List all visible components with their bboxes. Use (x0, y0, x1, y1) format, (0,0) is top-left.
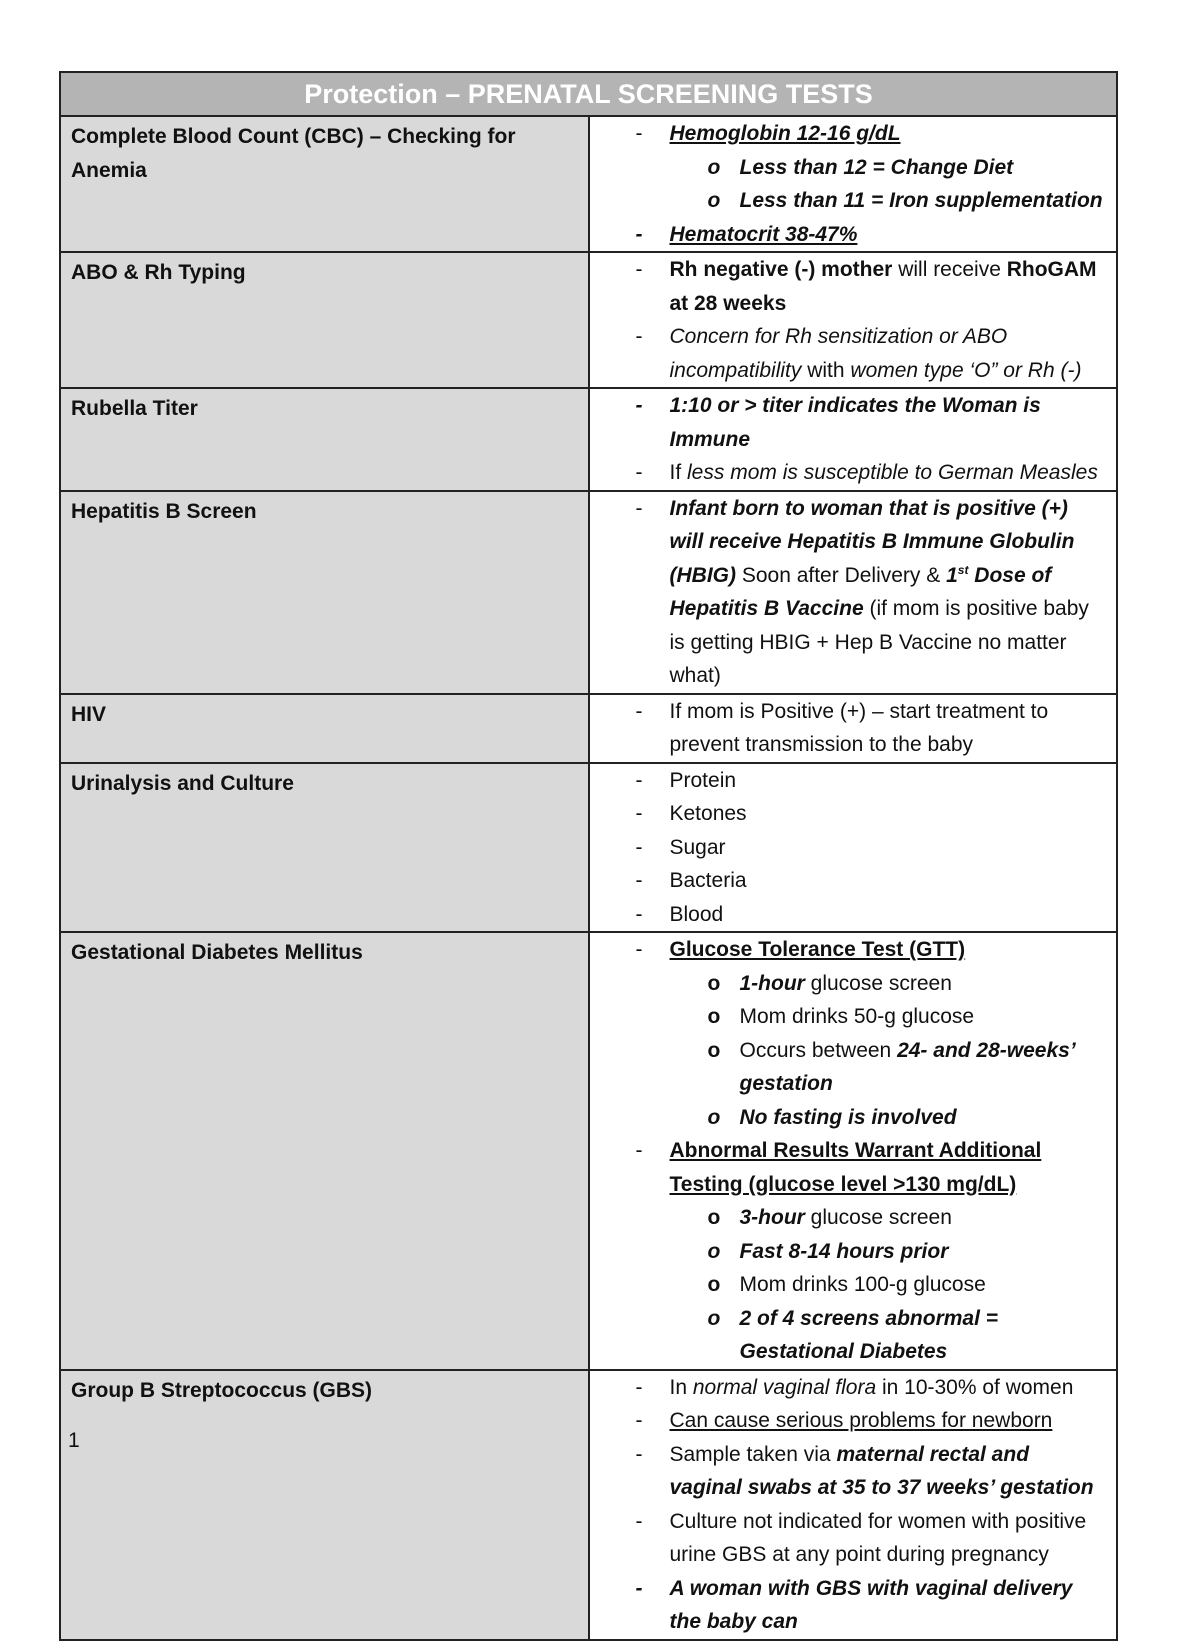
page-number: 1 (68, 1429, 80, 1452)
text-span: will receive (892, 258, 1007, 281)
text-span: women type ‘O” or Rh (-) (850, 358, 1082, 382)
text-span: Abnormal Results Warrant Additional Testing (glucose level >130 mg/dL) (669, 1139, 1042, 1196)
text-span: 3-hour (739, 1206, 805, 1229)
text-span: 1 (946, 563, 958, 587)
text-span: Rh negative (-) mother (669, 258, 893, 281)
list-item: o Less than 12 = Change Diet (590, 151, 1105, 185)
list-item: - Ketones (590, 797, 1105, 831)
list-item: - 1:10 or > titer indicates the Woman is Immune (590, 389, 1105, 456)
list-item: - A woman with GBS with vaginal delivery the baby can (590, 1572, 1105, 1639)
list-item (590, 117, 1105, 218)
text-span: Soon after Delivery & (736, 563, 947, 587)
list-item: o Fast 8-14 hours prior (590, 1235, 1105, 1269)
row-gdm (60, 932, 1117, 1370)
row-content-hiv (589, 694, 1118, 763)
list-item (590, 933, 1105, 1134)
list-item: o No fasting is involved (590, 1101, 1105, 1135)
list-item: - Can cause serious problems for newborn (590, 1404, 1105, 1438)
text-span: Concern for Rh sensitization or ABO incompatibility (669, 325, 1008, 382)
row-urinalysis (60, 763, 1117, 933)
row-content-abo (589, 252, 1118, 388)
row-content-rubella (589, 388, 1118, 491)
row-label-hepb: Hepatitis B Screen (60, 491, 589, 694)
row-rubella (60, 388, 1117, 491)
text-span: glucose screen (804, 1206, 952, 1229)
list-item: o Mom drinks 100-g glucose (590, 1268, 1105, 1302)
list-item: - Sugar (590, 831, 1105, 865)
text-span: Occurs between (739, 1038, 898, 1062)
text-span: In (669, 1375, 693, 1399)
row-label-gdm: Gestational Diabetes Mellitus (60, 932, 589, 1370)
row-label-urinalysis: Urinalysis and Culture (60, 763, 589, 933)
list-item: o 2 of 4 screens abnormal = Gestational Diabetes (590, 1302, 1105, 1369)
text-span: maternal rectal and vaginal swabs at 35 to 37 weeks’ gestation (669, 1442, 1094, 1499)
list-item (590, 456, 1105, 490)
row-abo (60, 252, 1117, 388)
list-item (590, 492, 1105, 693)
text-span: Infant born to woman that is positive (+) will receive Hepatitis B Immune Globulin (HBIG) (669, 496, 1075, 587)
list-item (590, 1134, 1105, 1369)
text-span: Glucose Tolerance Test (GTT) (669, 938, 966, 961)
list-item (590, 1201, 1105, 1235)
text-span: Dose of Hepatitis B Vaccine (669, 563, 1052, 620)
row-label-rubella: Rubella Titer (60, 388, 589, 491)
list-item (590, 1438, 1105, 1505)
row-label-cbc: Complete Blood Count (CBC) – Checking for Anemia (60, 116, 589, 252)
row-hepb (60, 491, 1117, 694)
table-title: Protection – PRENATAL SCREENING TESTS (60, 72, 1117, 116)
text-span: RhoGAM at 28 weeks (669, 258, 1097, 315)
list-item: - Hematocrit 38-47% (590, 218, 1105, 252)
text-span: normal vaginal flora (692, 1375, 877, 1399)
list-item: o Less than 11 = Iron supplementation (590, 184, 1105, 218)
list-item (590, 320, 1105, 387)
list-item: - Blood (590, 898, 1105, 932)
list-item: - If mom is Positive (+) – start treatment to prevent transmission to the baby (590, 695, 1105, 762)
list-item: - Culture not indicated for women with positive urine GBS at any point during pregnancy (590, 1505, 1105, 1572)
list-item (590, 1034, 1105, 1101)
row-content-hepb (589, 491, 1118, 694)
text-span: in 10-30% of women (876, 1375, 1074, 1399)
hemoglobin-range: Hemoglobin 12-16 g/dL (669, 122, 901, 145)
text-span: 24- and 28-weeks’ gestation (739, 1038, 1075, 1095)
row-content-cbc (589, 116, 1118, 252)
row-cbc (60, 116, 1117, 252)
row-hiv (60, 694, 1117, 763)
list-item (590, 967, 1105, 1001)
superscript: st (957, 562, 969, 577)
list-item: o Mom drinks 50-g glucose (590, 1000, 1105, 1034)
list-item: - Bacteria (590, 864, 1105, 898)
text-span: Sample taken via (669, 1442, 837, 1466)
row-label-abo: ABO & Rh Typing (60, 252, 589, 388)
text-span: less mom is susceptible to German Measles (687, 461, 1098, 484)
text-span: with (801, 358, 851, 382)
text-span: (if mom is positive baby is getting HBIG + Hep B Vaccine no matter what) (669, 597, 1089, 687)
text-span: 1-hour (739, 971, 805, 995)
text-span: If (669, 461, 688, 484)
row-content-urinalysis (589, 763, 1118, 933)
screening-table (59, 71, 1118, 1641)
text-span: glucose screen (804, 971, 952, 995)
row-content-gdm (589, 932, 1118, 1370)
list-item (590, 253, 1105, 320)
row-content-gbs (589, 1370, 1118, 1640)
row-gbs (60, 1370, 1117, 1640)
row-label-hiv: HIV (60, 694, 589, 763)
list-item: - Protein (590, 764, 1105, 798)
row-label-gbs: Group B Streptococcus (GBS) (60, 1370, 589, 1640)
list-item (590, 1371, 1105, 1405)
